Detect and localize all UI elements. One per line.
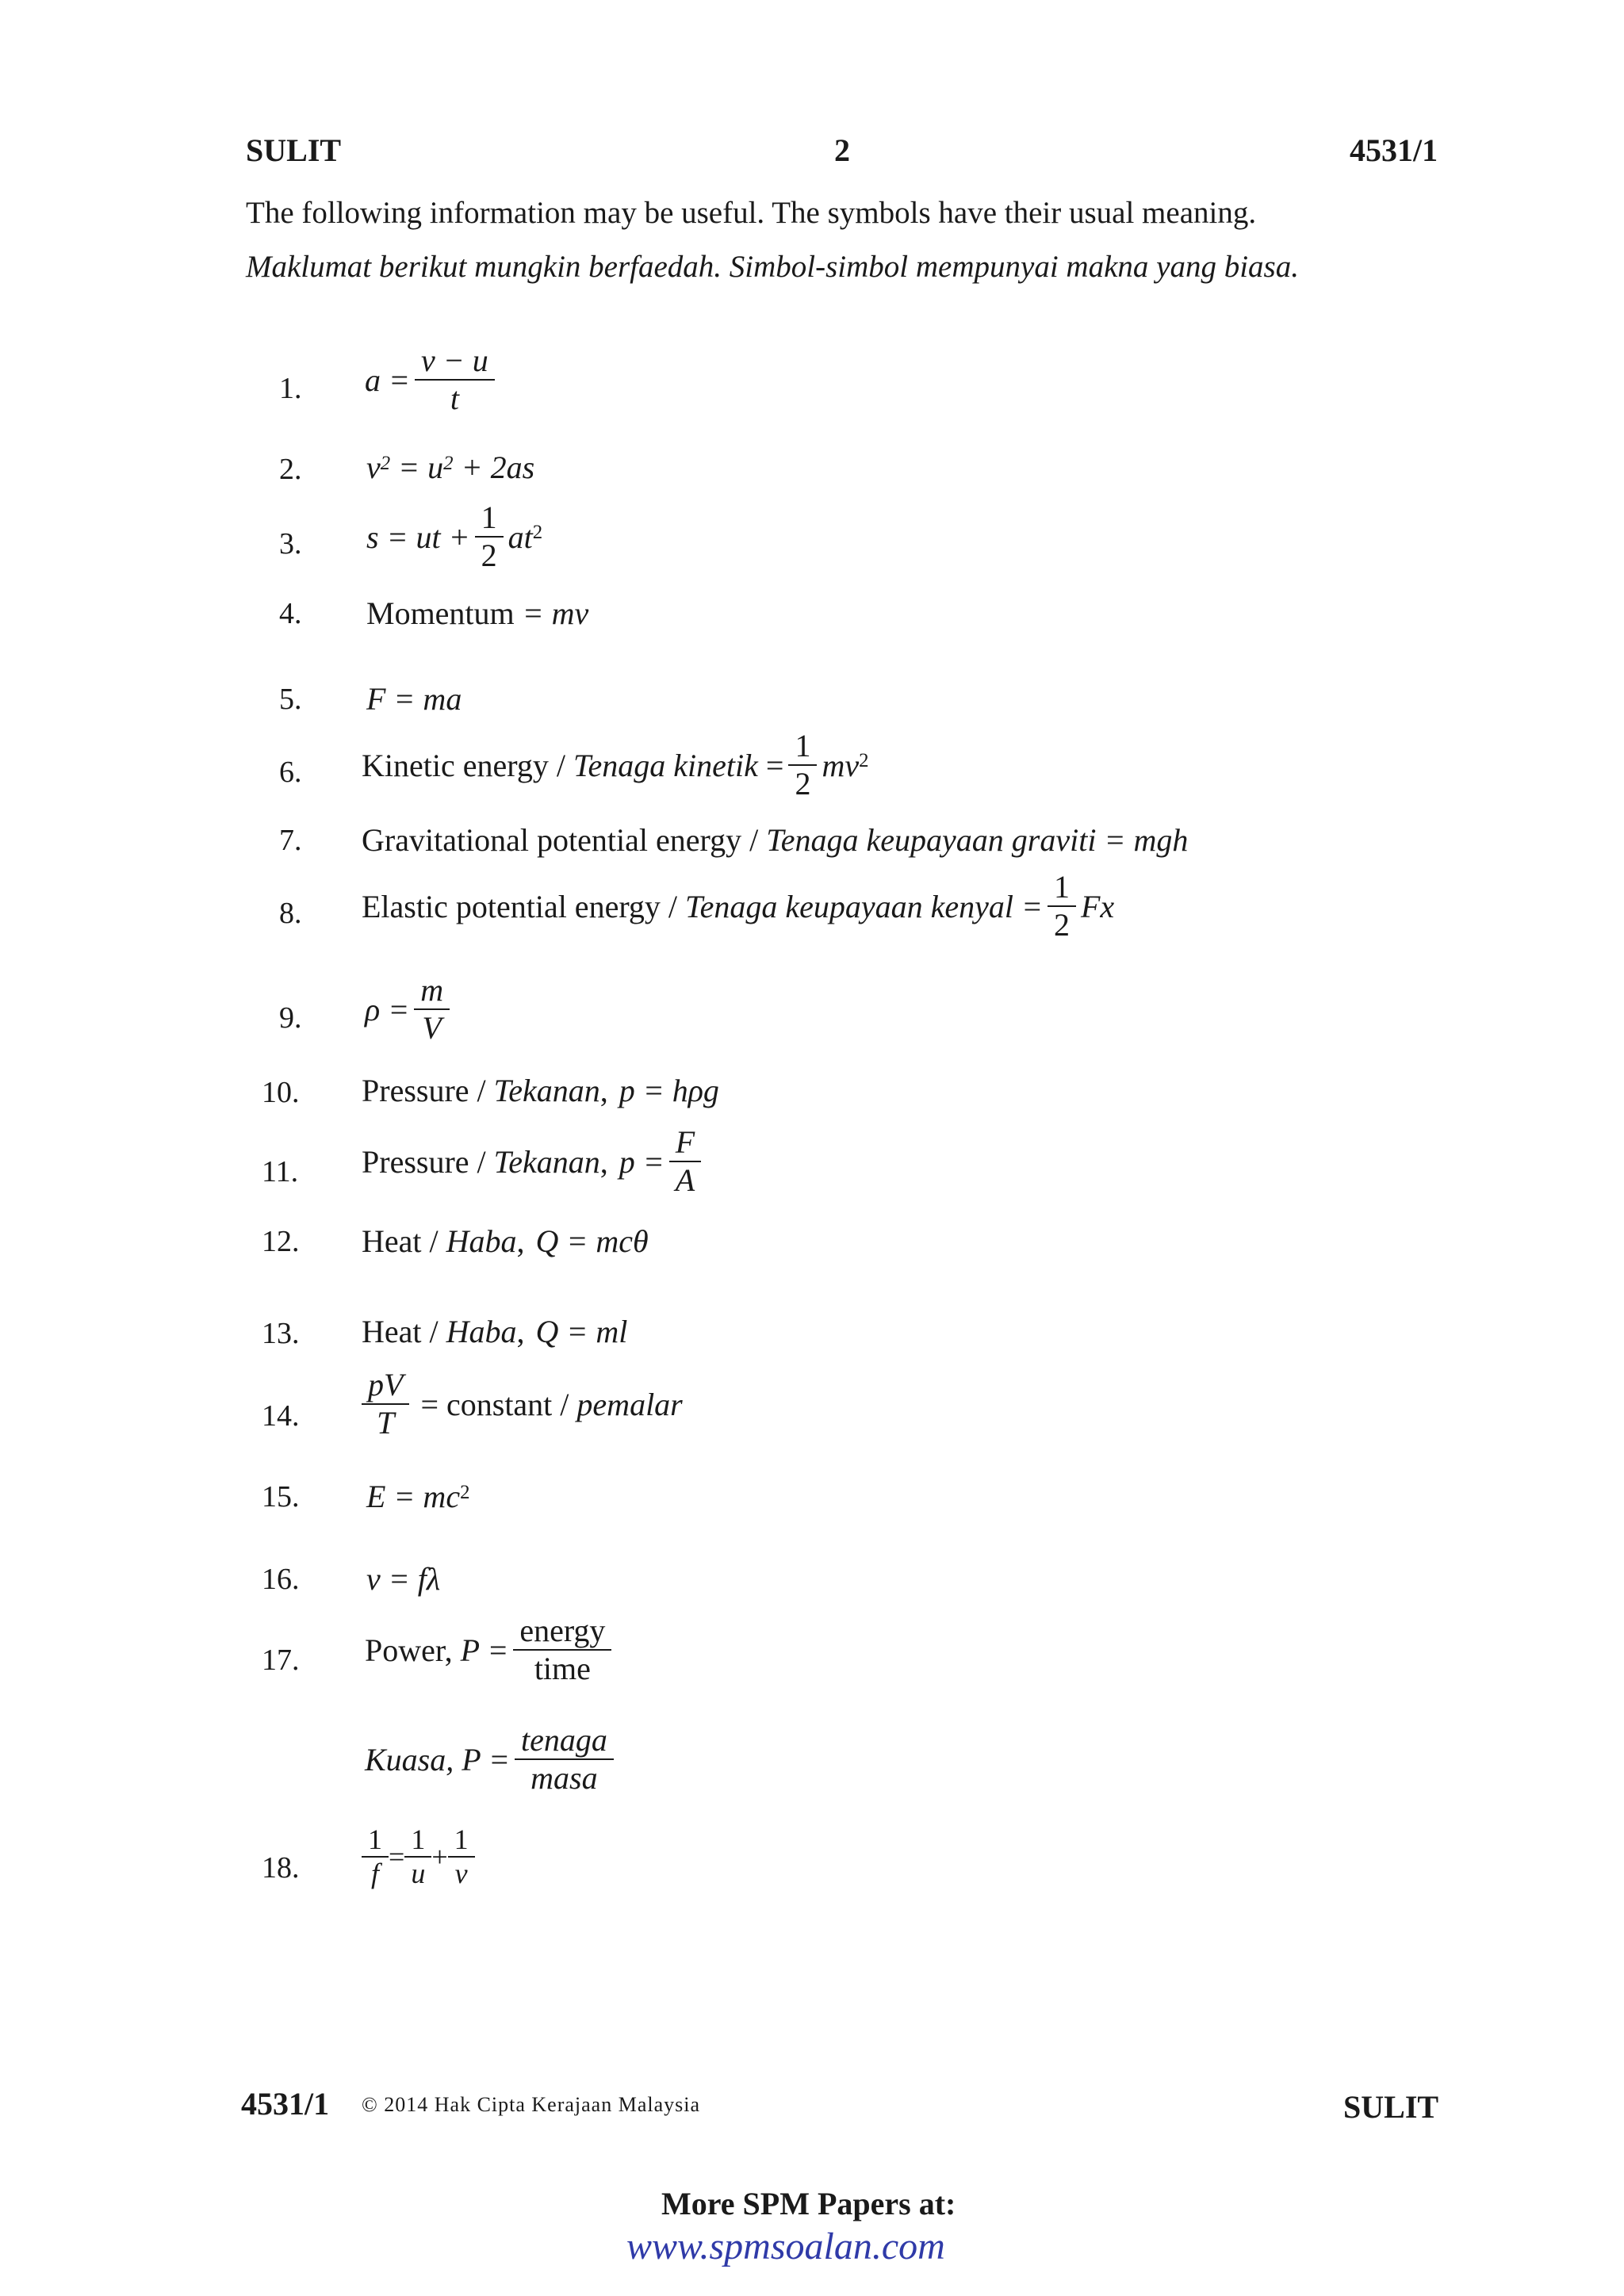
formula-label-malay: Tekanan xyxy=(493,1073,600,1108)
formula-number-16: 16. xyxy=(262,1563,300,1596)
formula-rhs: at xyxy=(508,519,533,555)
formula-label-malay: Haba xyxy=(446,1223,517,1259)
exponent: 2 xyxy=(443,452,454,474)
numerator: 1 xyxy=(368,1823,382,1855)
formula-number-3: 3. xyxy=(279,527,302,561)
formula-text: Q = ml xyxy=(535,1314,628,1349)
formula-heat-capacity xyxy=(362,1223,649,1260)
formula-text: F = ma xyxy=(366,681,462,717)
formula-momentum xyxy=(366,595,588,632)
numerator: tenaga xyxy=(520,1722,607,1758)
exponent: 2 xyxy=(532,522,543,544)
denominator: T xyxy=(377,1405,395,1441)
fraction xyxy=(788,728,817,802)
formula-number-18: 18. xyxy=(262,1851,300,1885)
exponent: 2 xyxy=(460,1481,470,1503)
formula-text: v = fλ xyxy=(366,1561,441,1597)
formula-number-14: 14. xyxy=(262,1399,300,1433)
formula-label: Heat / xyxy=(362,1314,446,1349)
formula-gas-law xyxy=(362,1367,683,1441)
formula-label-malay: Tekanan xyxy=(493,1143,600,1180)
formula-text: p = hρg xyxy=(619,1073,719,1108)
comma: , xyxy=(599,1073,608,1108)
header-sulit: SULIT xyxy=(246,132,342,168)
formula-label-malay: Tenaga kinetik xyxy=(573,747,758,783)
formula-number-13: 13. xyxy=(262,1317,300,1350)
fraction xyxy=(404,1823,431,1891)
formula-acceleration xyxy=(365,342,500,417)
numerator: 1 xyxy=(1054,869,1070,905)
formula-gravitational-potential-energy xyxy=(362,821,1188,859)
formula-label-malay: pemalar xyxy=(576,1386,683,1422)
fraction xyxy=(513,1613,611,1687)
numerator: pV xyxy=(368,1367,404,1402)
equals-sign: = xyxy=(757,747,784,783)
header-paper-code: 4531/1 xyxy=(1350,132,1438,168)
formula-number-15: 15. xyxy=(262,1480,300,1513)
footer-paper-code: 4531/1 xyxy=(241,2086,330,2122)
numerator: 1 xyxy=(454,1823,469,1855)
formula-power-malay xyxy=(365,1722,619,1797)
formula-velocity-squared xyxy=(366,449,534,486)
fraction xyxy=(415,342,495,417)
fraction xyxy=(448,1823,475,1891)
fraction xyxy=(362,1823,389,1891)
comma: , xyxy=(516,1314,525,1349)
formula-lhs: P = xyxy=(460,1632,509,1668)
formula-number-8: 8. xyxy=(279,897,302,930)
denominator: v xyxy=(454,1858,468,1890)
formula-rhs: mv xyxy=(822,747,860,783)
formula-displacement xyxy=(366,499,542,574)
formula-number-10: 10. xyxy=(262,1076,300,1109)
formula-force xyxy=(366,680,462,718)
fraction xyxy=(1048,869,1076,943)
denominator: t xyxy=(450,381,459,416)
denominator: V xyxy=(422,1010,442,1046)
formula-rhs: Fx xyxy=(1081,888,1115,924)
formula-elastic-potential-energy xyxy=(362,869,1114,943)
intro-malay: Maklumat berikut mungkin berfaedah. Simbol-simbol mempunyai makna yang biasa. xyxy=(246,250,1299,284)
denominator: masa xyxy=(530,1760,598,1796)
formula-part: v xyxy=(366,450,381,485)
numerator: 1 xyxy=(795,728,811,763)
comma: , xyxy=(516,1223,525,1259)
exponent: 2 xyxy=(380,452,391,474)
formula-number-7: 7. xyxy=(279,824,302,857)
formula-label: Power, xyxy=(365,1632,461,1668)
more-papers-label: More SPM Papers at: xyxy=(661,2186,956,2221)
fraction xyxy=(475,499,504,574)
comma: , xyxy=(599,1143,608,1180)
website-link[interactable]: www.spmsoalan.com xyxy=(626,2225,945,2267)
formula-number-12: 12. xyxy=(262,1225,300,1258)
formula-number-17: 17. xyxy=(262,1644,300,1677)
formula-wave-speed xyxy=(366,1560,440,1598)
denominator: time xyxy=(534,1651,591,1686)
exponent: 2 xyxy=(859,750,869,772)
footer-copyright: © 2014 Hak Cipta Kerajaan Malaysia xyxy=(362,2093,701,2116)
numerator: 1 xyxy=(411,1823,426,1855)
page-number: 2 xyxy=(834,132,850,168)
formula-mid: = constant / xyxy=(420,1386,577,1422)
numerator: 1 xyxy=(481,499,497,535)
footer-sulit: SULIT xyxy=(1343,2089,1439,2125)
denominator: u xyxy=(411,1858,426,1890)
formula-label: Elastic potential energy / xyxy=(362,888,686,924)
formula-rhs: = mv xyxy=(514,595,589,631)
fraction xyxy=(515,1722,614,1797)
formula-lhs: ρ = xyxy=(365,991,410,1027)
formula-latent-heat xyxy=(362,1313,627,1350)
numerator: v − u xyxy=(421,342,488,378)
formula-label: Gravitational potential energy / xyxy=(362,822,767,858)
formula-text: E = mc xyxy=(366,1479,461,1514)
formula-label-malay: Tenaga keupayaan kenyal = xyxy=(685,888,1043,924)
denominator: f xyxy=(370,1858,379,1890)
formula-pressure-liquid xyxy=(362,1072,719,1109)
formula-power xyxy=(365,1613,616,1687)
numerator: F xyxy=(675,1124,695,1160)
formula-label-malay: Kuasa, P = xyxy=(365,1741,510,1777)
formula-part: + 2as xyxy=(453,450,535,485)
formula-kinetic-energy xyxy=(362,728,869,802)
formula-label-malay: Tenaga keupayaan graviti = mgh xyxy=(766,822,1189,858)
formula-label: Heat / xyxy=(362,1223,446,1259)
denominator: 2 xyxy=(1054,907,1070,943)
formula-label-malay: Haba xyxy=(446,1314,517,1349)
formula-number-9: 9. xyxy=(279,1001,302,1035)
denominator: 2 xyxy=(795,766,811,802)
numerator: m xyxy=(420,972,444,1008)
formula-number-6: 6. xyxy=(279,756,302,789)
formula-number-11: 11. xyxy=(262,1155,299,1188)
formula-lhs: a = xyxy=(365,362,410,398)
fraction xyxy=(414,972,450,1047)
denominator: 2 xyxy=(481,538,497,573)
fraction xyxy=(362,1367,409,1441)
formula-label: Pressure / xyxy=(362,1143,494,1180)
formula-part: = u xyxy=(390,450,444,485)
denominator: A xyxy=(675,1162,695,1198)
formula-number-5: 5. xyxy=(279,683,302,716)
formula-number-1: 1. xyxy=(279,372,302,405)
formula-lens: $\frac{1}{f}$ = $\frac{1}{u}$ + $\frac{1}{v}$ xyxy=(362,1823,475,1891)
intro-english: The following information may be useful. The symbols have their usual meaning. xyxy=(246,196,1257,230)
formula-lhs: s = ut + xyxy=(366,519,470,555)
formula-text: Q = mcθ xyxy=(535,1223,649,1259)
fraction xyxy=(669,1124,701,1199)
formula-mass-energy xyxy=(366,1478,469,1515)
numerator: energy xyxy=(519,1613,606,1648)
formula-label: Pressure / xyxy=(362,1073,494,1108)
formula-label: Momentum xyxy=(366,595,515,631)
formula-number-4: 4. xyxy=(279,597,302,630)
formula-lhs: p = xyxy=(619,1143,665,1180)
formula-number-2: 2. xyxy=(279,453,302,486)
formula-density xyxy=(365,972,454,1047)
formula-label: Kinetic energy / xyxy=(362,747,573,783)
formula-pressure-force xyxy=(362,1124,706,1199)
